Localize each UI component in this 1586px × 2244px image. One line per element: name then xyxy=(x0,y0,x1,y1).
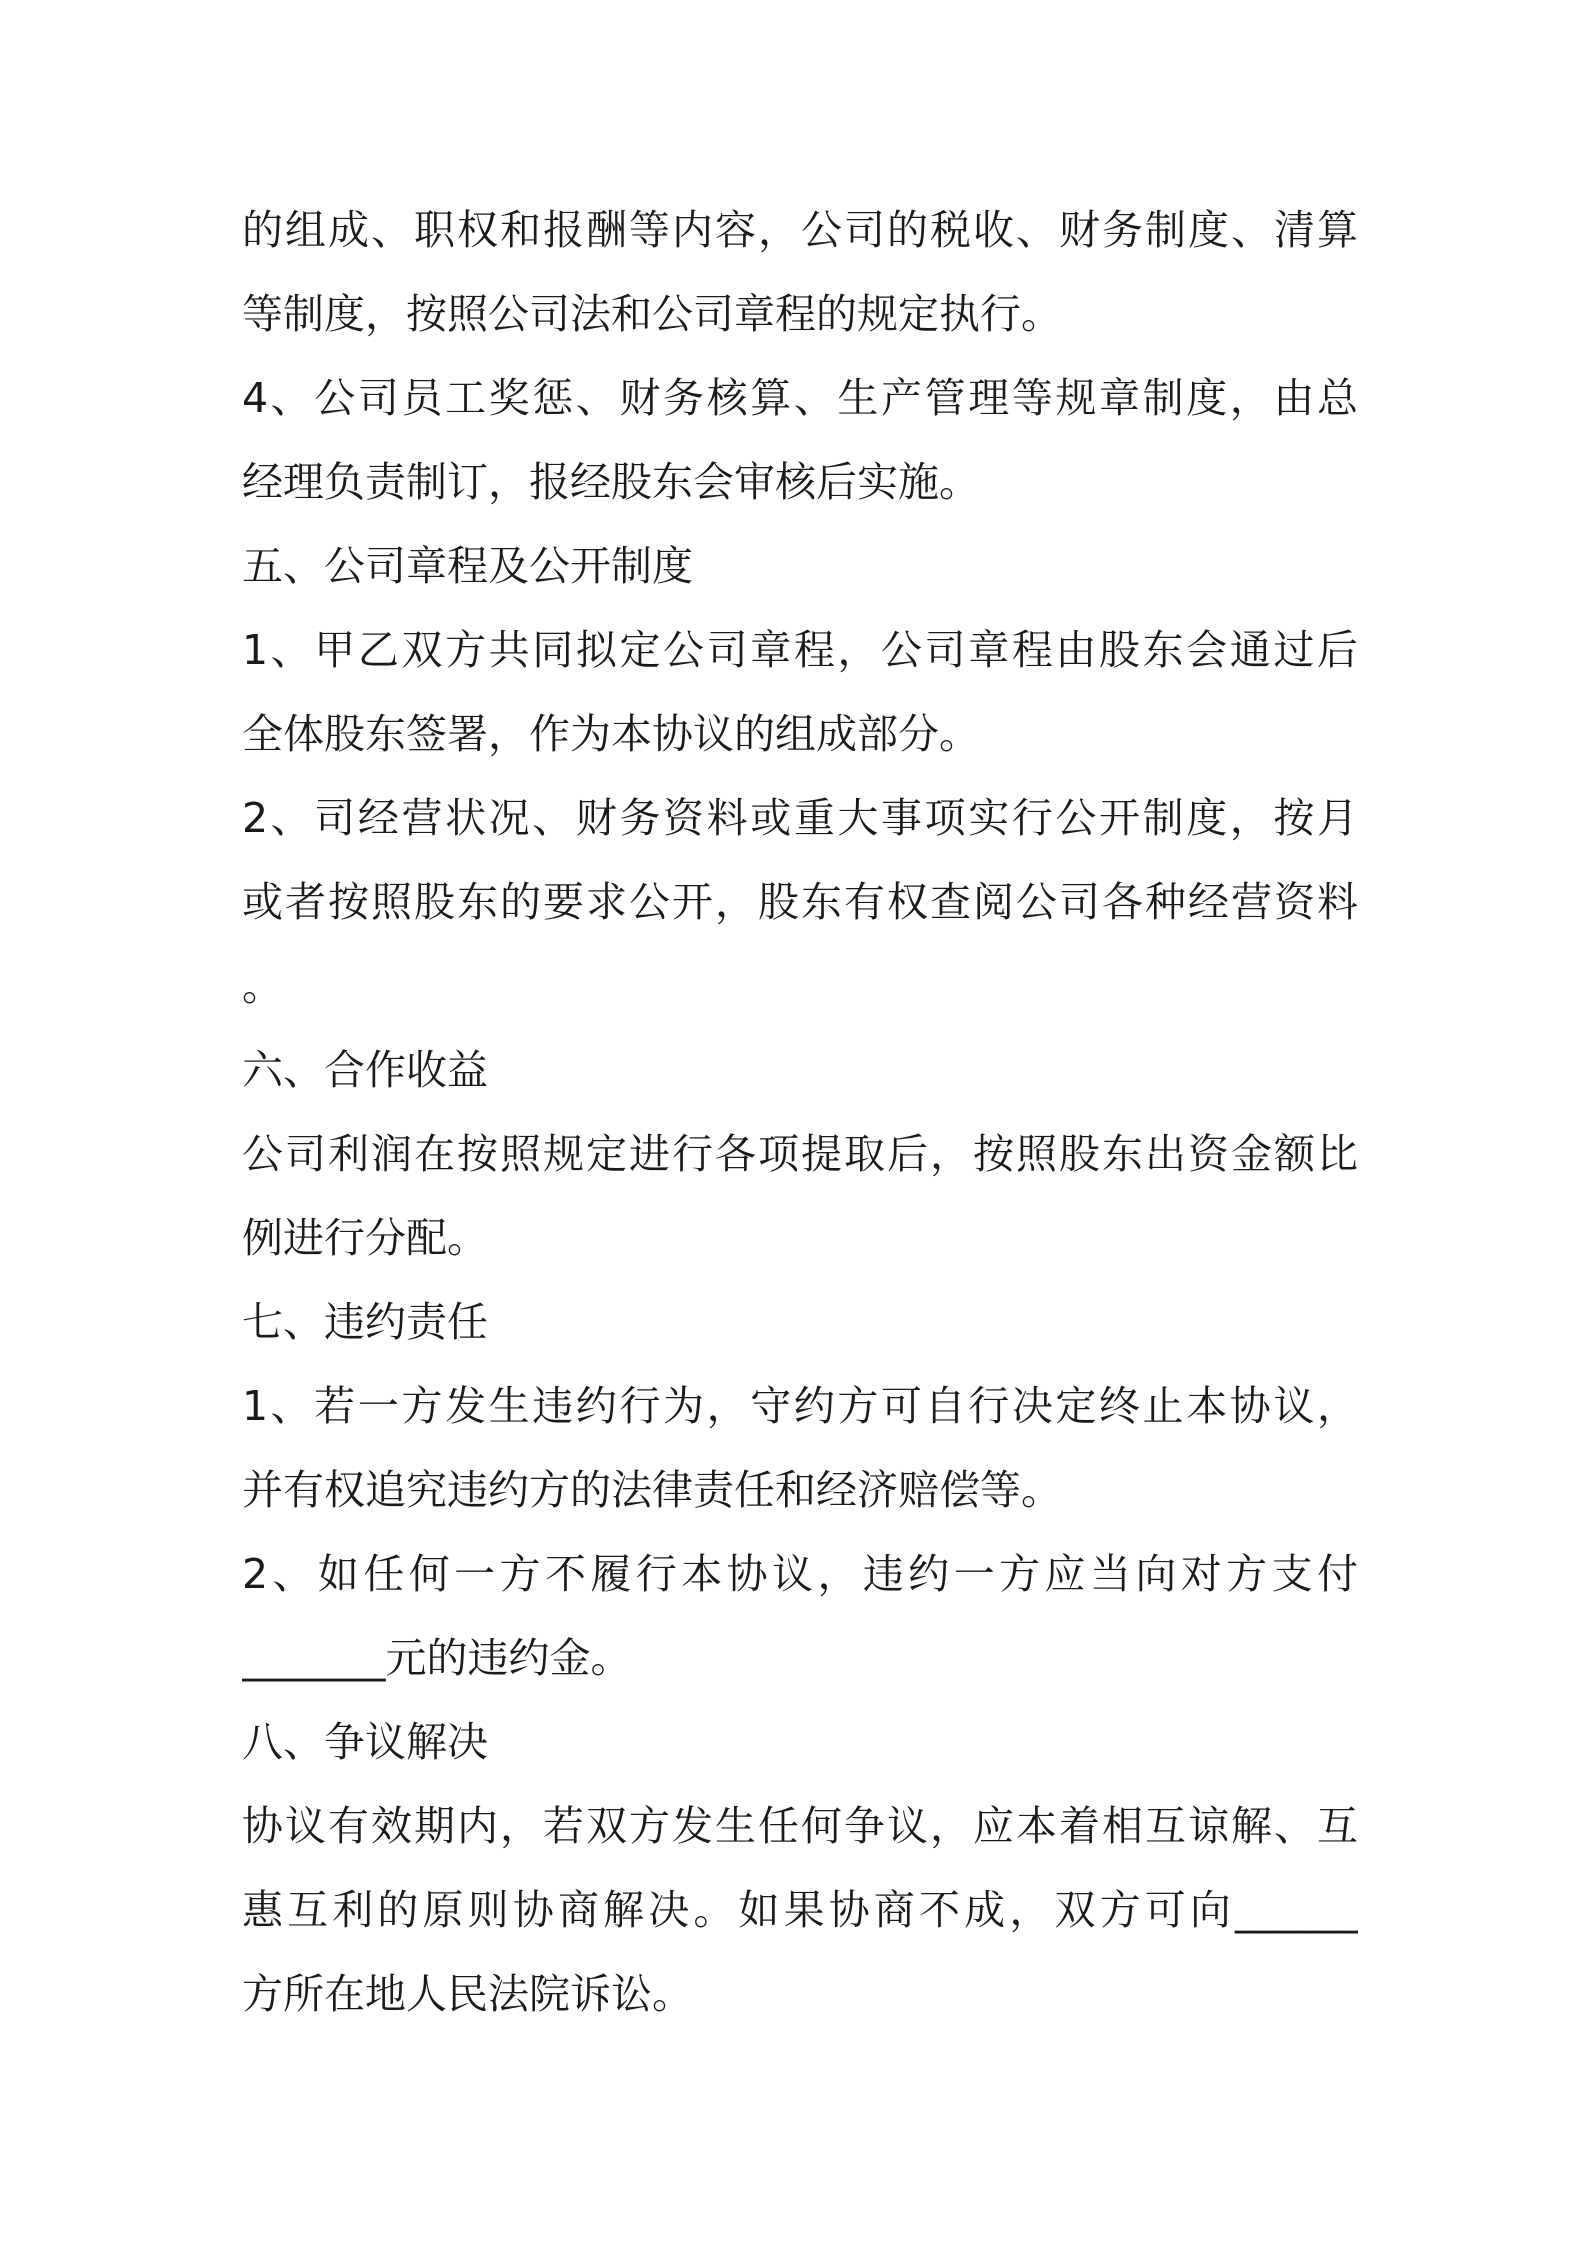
paragraph-line: 的组成、职权和报酬等内容，公司的税收、财务制度、清算 xyxy=(242,206,1358,254)
paragraph-line: 公司利润在按照规定进行各项提取后，按照股东出资金额比 xyxy=(242,1130,1358,1178)
paragraph-line: 4、公司员工奖惩、财务核算、生产管理等规章制度，由总 xyxy=(242,374,1358,422)
paragraph-line: 1、甲乙双方共同拟定公司章程，公司章程由股东会通过后 xyxy=(242,626,1358,674)
paragraph-line: 。 xyxy=(242,962,283,1010)
paragraph-line: 方所在地人民法院诉讼。 xyxy=(242,1970,693,2018)
paragraph-line: 2、如任何一方不履行本协议，违约一方应当向对方支付 xyxy=(242,1550,1358,1598)
paragraph-line: 经理负责制订，报经股东会审核后实施。 xyxy=(242,458,980,506)
paragraph-line: 并有权追究违约方的法律责任和经济赔偿等。 xyxy=(242,1466,1062,1514)
section-heading-6: 六、合作收益 xyxy=(242,1046,488,1094)
paragraph-line: 2、司经营状况、财务资料或重大事项实行公开制度，按月 xyxy=(242,794,1358,842)
paragraph-line: 或者按照股东的要求公开，股东有权查阅公司各种经营资料 xyxy=(242,878,1358,926)
paragraph-line: 惠互利的原则协商解决。如果协商不成，双方可向______ xyxy=(242,1886,1358,1934)
section-heading-5: 五、公司章程及公开制度 xyxy=(242,542,693,590)
paragraph-line: 全体股东签署，作为本协议的组成部分。 xyxy=(242,710,980,758)
section-heading-7: 七、违约责任 xyxy=(242,1298,488,1346)
paragraph-line: 1、若一方发生违约行为，守约方可自行决定终止本协议， xyxy=(242,1382,1358,1430)
section-heading-8: 八、争议解决 xyxy=(242,1718,488,1766)
paragraph-line: 例进行分配。 xyxy=(242,1214,488,1262)
document-page xyxy=(242,188,1358,2036)
paragraph-line: 等制度，按照公司法和公司章程的规定执行。 xyxy=(242,290,1062,338)
paragraph-line: _______元的违约金。 xyxy=(242,1634,632,1682)
paragraph-line: 协议有效期内，若双方发生任何争议，应本着相互谅解、互 xyxy=(242,1802,1358,1850)
